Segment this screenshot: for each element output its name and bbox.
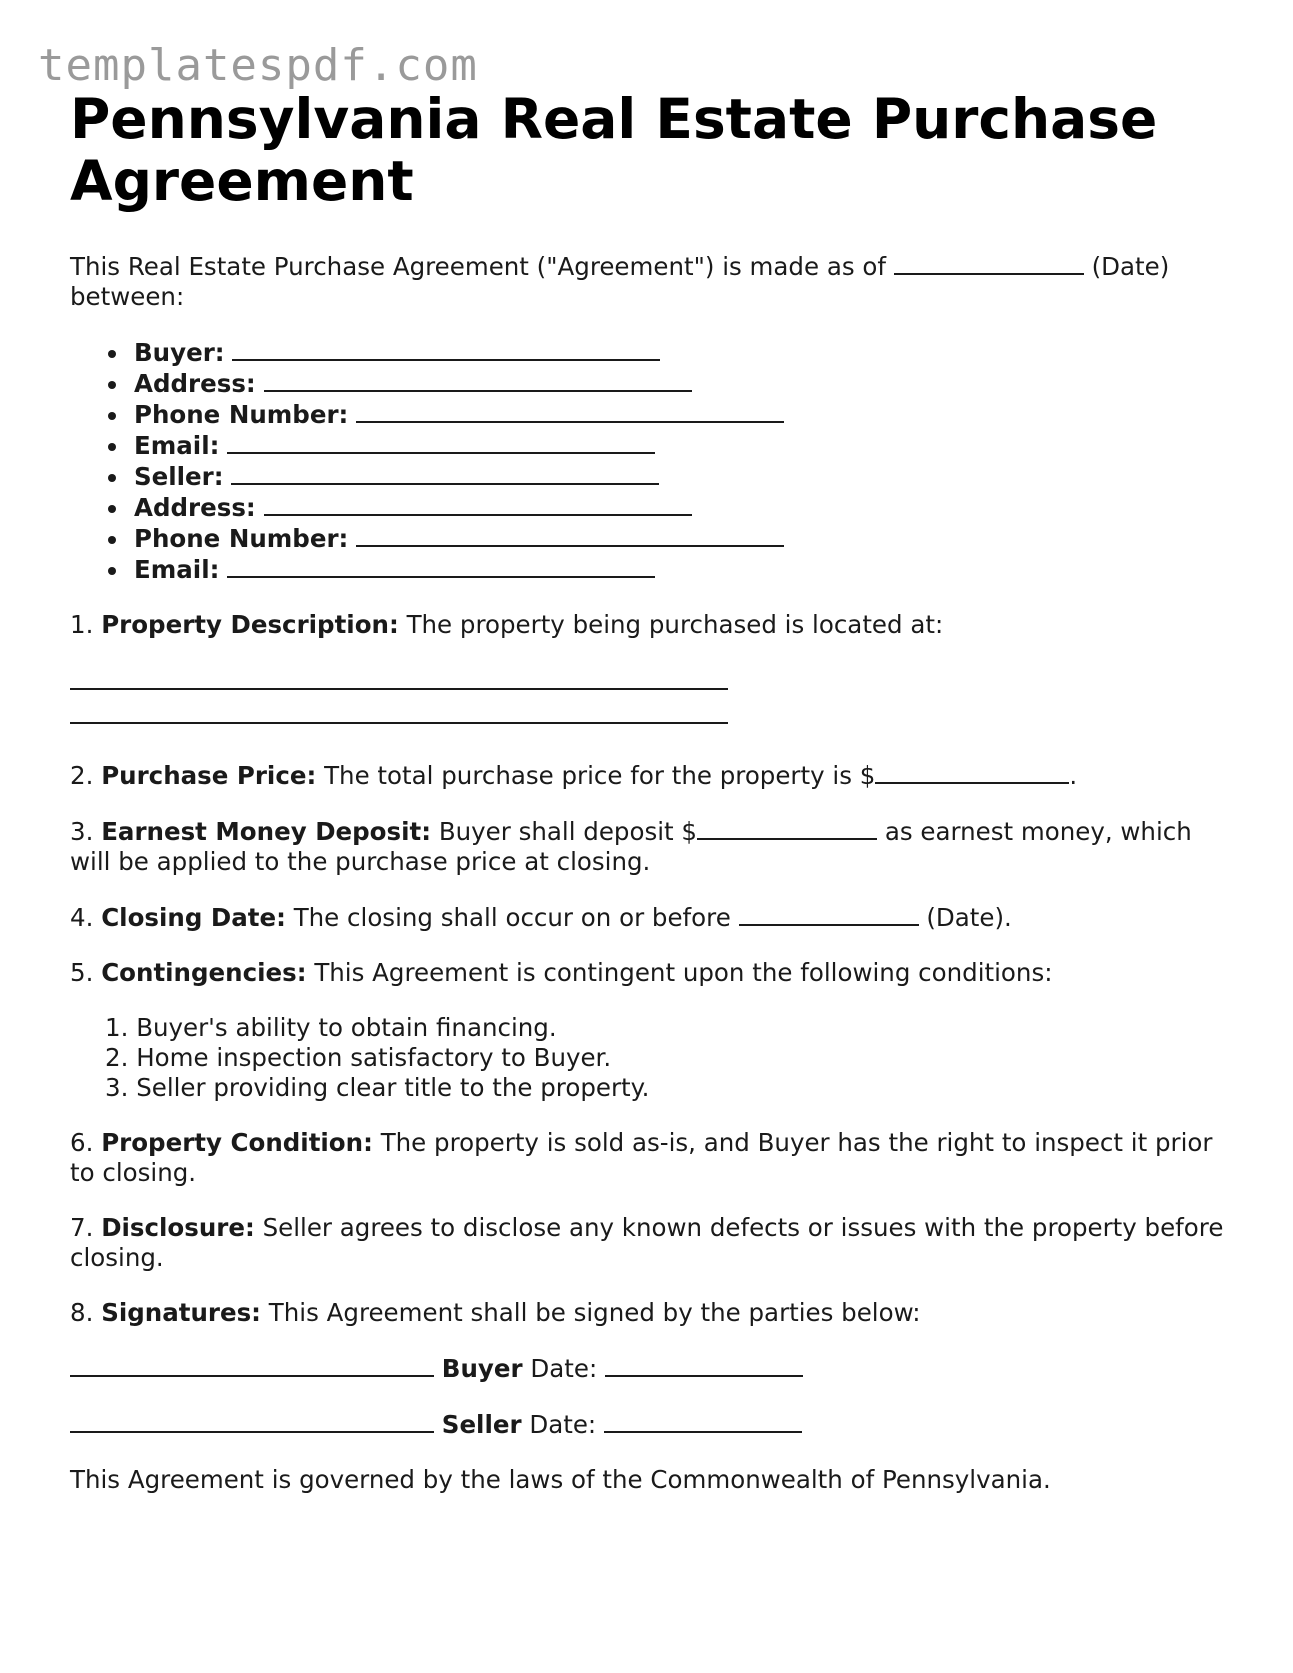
section-number: 8. bbox=[70, 1298, 94, 1327]
seller-signature-label: Seller bbox=[441, 1410, 522, 1439]
buyer-signature-field[interactable] bbox=[70, 1353, 434, 1377]
buyer-label: Buyer: bbox=[134, 338, 225, 367]
buyer-signature-label: Buyer bbox=[441, 1354, 523, 1383]
section-heading: Closing Date: bbox=[101, 903, 286, 932]
section-number: 7. bbox=[70, 1213, 94, 1242]
section-text-after: (Date). bbox=[926, 903, 1012, 932]
section-heading: Signatures: bbox=[101, 1298, 261, 1327]
buyer-signature-row bbox=[70, 1353, 1230, 1384]
property-address-line-2[interactable] bbox=[70, 722, 728, 724]
list-item bbox=[105, 337, 1230, 368]
buyer-address-label: Address: bbox=[134, 369, 256, 398]
seller-signature-row bbox=[70, 1409, 1230, 1440]
section-signatures bbox=[70, 1298, 1230, 1328]
seller-address-field[interactable] bbox=[264, 492, 692, 516]
list-item bbox=[105, 523, 1230, 554]
section-text: Seller agrees to disclose any known defects or issues with the property before closing. bbox=[70, 1213, 1224, 1272]
buyer-email-field[interactable] bbox=[227, 430, 655, 454]
list-item bbox=[105, 554, 1230, 585]
list-item: 2. Home inspection satisfactory to Buyer. bbox=[105, 1043, 612, 1072]
buyer-address-field[interactable] bbox=[264, 368, 692, 392]
section-number: 4. bbox=[70, 903, 94, 932]
purchase-price-field[interactable] bbox=[875, 760, 1069, 784]
seller-email-label: Email: bbox=[134, 555, 220, 584]
section-number: 2. bbox=[70, 761, 94, 790]
buyer-phone-label: Phone Number: bbox=[134, 400, 349, 429]
seller-date-field[interactable] bbox=[604, 1409, 802, 1433]
list-item bbox=[105, 492, 1230, 523]
section-text: Buyer shall deposit $ bbox=[438, 817, 698, 846]
section-purchase-price bbox=[70, 760, 1230, 791]
seller-phone-field[interactable] bbox=[356, 523, 784, 547]
section-heading: Disclosure: bbox=[101, 1213, 255, 1242]
date-label: Date: bbox=[529, 1410, 597, 1439]
property-address-line-1[interactable] bbox=[70, 688, 728, 690]
list-item bbox=[105, 461, 1230, 492]
section-text: The property being purchased is located at: bbox=[406, 610, 944, 639]
list-item bbox=[105, 399, 1230, 430]
page-title: Pennsylvania Real Estate Purchase Agreement bbox=[70, 87, 1158, 213]
contingencies-list bbox=[70, 1013, 1230, 1103]
section-text: The property is sold as-is, and Buyer has the right to inspect it prior to closing. bbox=[70, 1128, 1213, 1187]
section-text: This Agreement is contingent upon the following conditions: bbox=[314, 958, 1053, 987]
seller-email-field[interactable] bbox=[227, 554, 655, 578]
section-heading: Contingencies: bbox=[101, 958, 307, 987]
section-property-condition bbox=[70, 1128, 1230, 1188]
section-heading: Property Description: bbox=[101, 610, 399, 639]
section-heading: Property Condition: bbox=[101, 1128, 373, 1157]
section-heading: Earnest Money Deposit: bbox=[101, 817, 432, 846]
seller-label: Seller: bbox=[134, 462, 224, 491]
list-item bbox=[105, 430, 1230, 461]
section-number: 1. bbox=[70, 610, 94, 639]
intro-paragraph bbox=[70, 251, 1230, 312]
governing-law-footer: This Agreement is governed by the laws of the Commonwealth of Pennsylvania. bbox=[70, 1465, 1051, 1494]
watermark: templatespdf.com bbox=[38, 40, 478, 91]
buyer-email-label: Email: bbox=[134, 431, 220, 460]
section-contingencies bbox=[70, 958, 1230, 988]
agreement-date-field[interactable] bbox=[894, 251, 1084, 275]
section-number: 5. bbox=[70, 958, 94, 987]
section-number: 3. bbox=[70, 817, 94, 846]
section-closing-date bbox=[70, 902, 1230, 933]
seller-phone-label: Phone Number: bbox=[134, 524, 349, 553]
document-body bbox=[70, 88, 1230, 1495]
seller-name-field[interactable] bbox=[231, 461, 659, 485]
section-text: This Agreement shall be signed by the parties below: bbox=[268, 1298, 921, 1327]
section-end: . bbox=[1069, 761, 1078, 790]
intro-text-after: (Date) between: bbox=[70, 252, 1170, 311]
section-earnest-money bbox=[70, 816, 1230, 877]
section-disclosure bbox=[70, 1213, 1230, 1273]
intro-text-before: This Real Estate Purchase Agreement ("Agreement") is made as of bbox=[70, 252, 887, 281]
closing-date-field[interactable] bbox=[739, 902, 919, 926]
list-item bbox=[105, 368, 1230, 399]
list-item: 1. Buyer's ability to obtain financing. bbox=[105, 1013, 557, 1042]
section-text-after: as earnest money, which will be applied to the purchase price at closing. bbox=[70, 817, 1192, 876]
date-label: Date: bbox=[530, 1354, 598, 1383]
buyer-date-field[interactable] bbox=[605, 1353, 803, 1377]
earnest-money-field[interactable] bbox=[697, 816, 877, 840]
section-property-description bbox=[70, 610, 1230, 640]
section-heading: Purchase Price: bbox=[101, 761, 317, 790]
section-text: The total purchase price for the property is $ bbox=[324, 761, 876, 790]
section-text: The closing shall occur on or before bbox=[293, 903, 731, 932]
buyer-name-field[interactable] bbox=[232, 337, 660, 361]
seller-signature-field[interactable] bbox=[70, 1409, 434, 1433]
section-number: 6. bbox=[70, 1128, 94, 1157]
list-item: 3. Seller providing clear title to the property. bbox=[105, 1073, 650, 1102]
seller-address-label: Address: bbox=[134, 493, 256, 522]
parties-list bbox=[70, 337, 1230, 585]
buyer-phone-field[interactable] bbox=[356, 399, 784, 423]
